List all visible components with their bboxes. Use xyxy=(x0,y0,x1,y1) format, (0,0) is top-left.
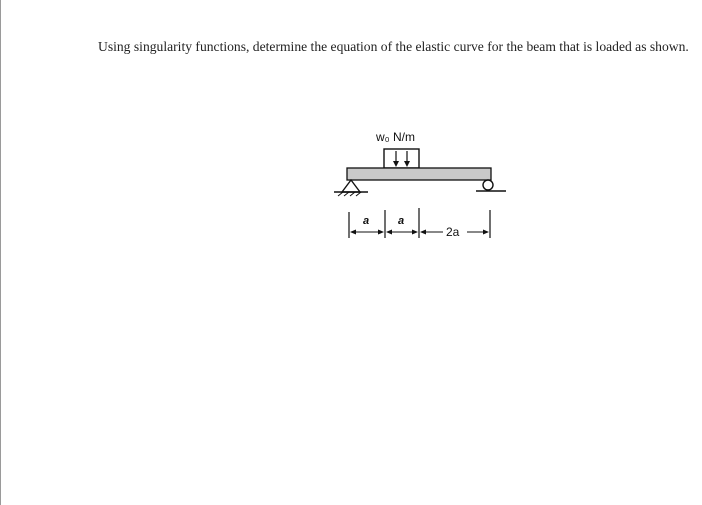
pin-support-icon xyxy=(334,180,368,196)
question-text: Using singularity functions, determine the equation of the elastic curve for the beam that is loaded as shown. xyxy=(98,39,689,54)
dimension-a-label-2: a xyxy=(398,215,405,227)
load-label: w₀ N/m xyxy=(376,130,415,144)
dimension-2a-label: 2a xyxy=(446,225,460,239)
beam xyxy=(347,168,491,180)
dimension-lines xyxy=(349,208,490,238)
distributed-load xyxy=(384,149,419,168)
beam-figure xyxy=(330,120,530,250)
roller-support-icon xyxy=(476,180,506,191)
page-left-border xyxy=(0,0,1,505)
dimension-a-label-1: a xyxy=(363,215,370,227)
